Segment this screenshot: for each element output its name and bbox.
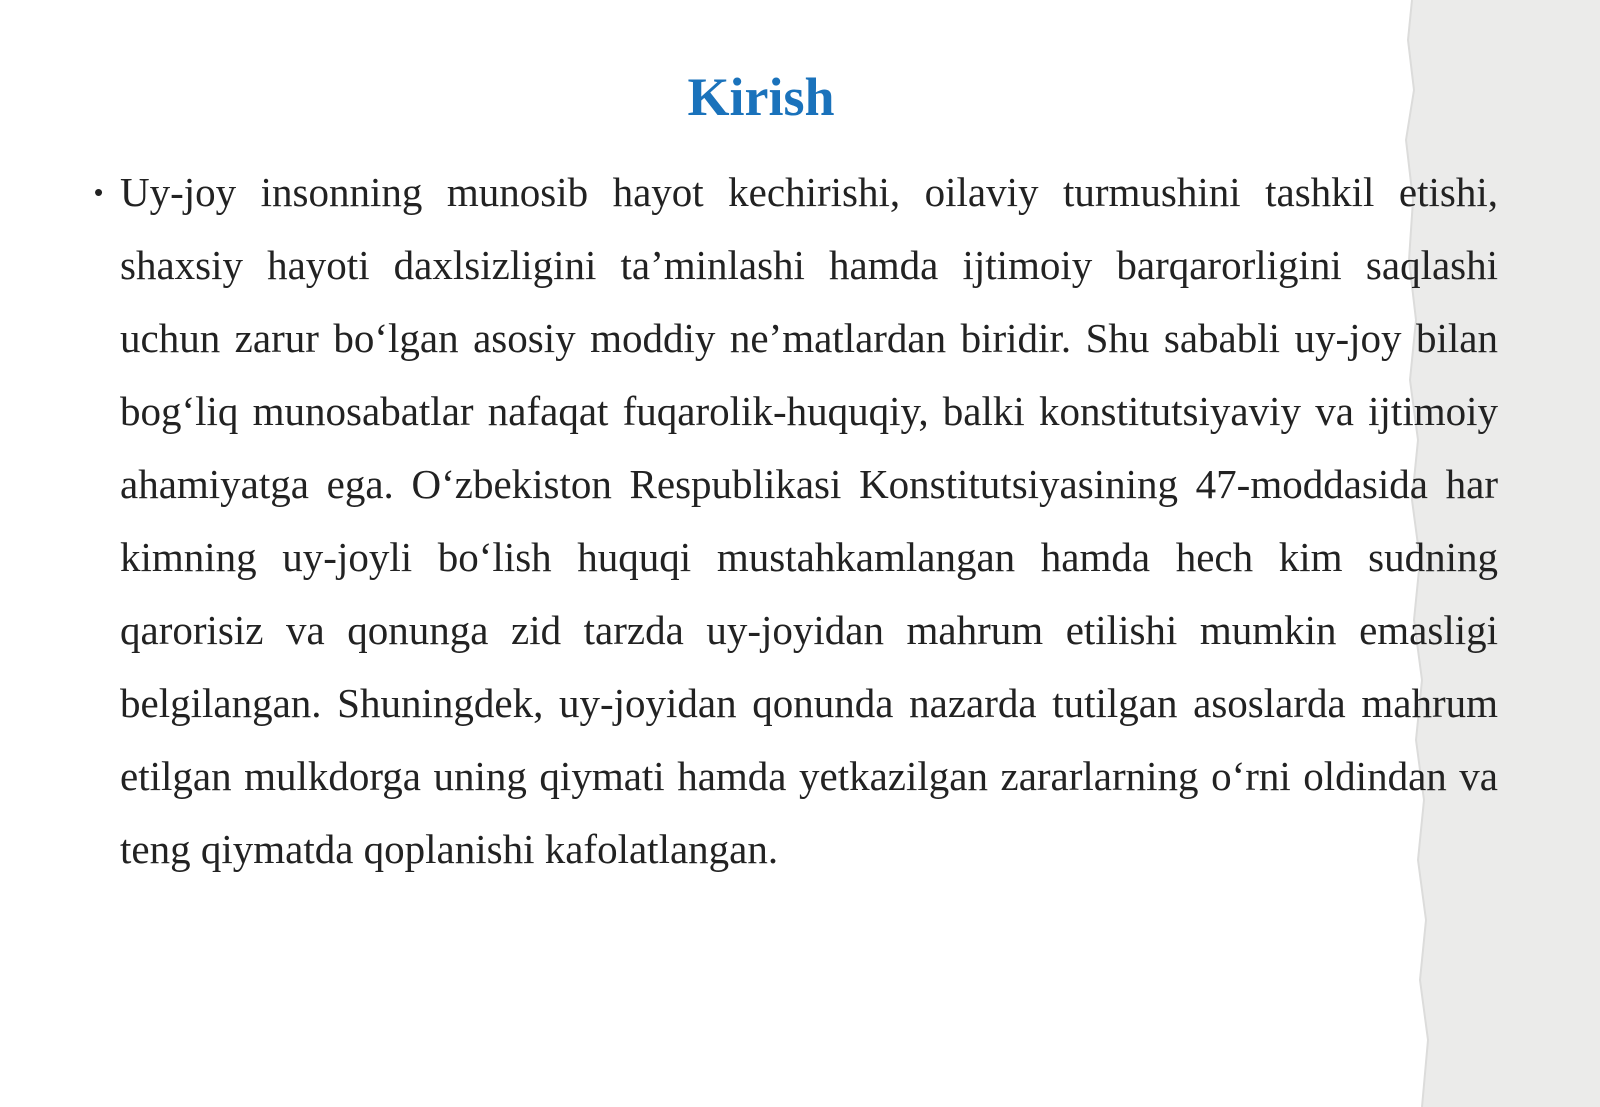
bullet-item: [90, 156, 1498, 886]
bullet-text: Uy-joy insonning munosib hayot kechirishi, oilaviy turmushini tashkil etishi, shaxsiy hayoti daxlsizligini ta’minlashi hamda ijtimoiy barqarorligini saqlashi uchun zarur bo‘lgan asosiy moddiy ne’matlardan biridir. Shu sababli uy-joy bilan bog‘liq munosabatlar nafaqat fuqarolik-huquqiy, balki konstitutsiyaviy va ijtimoiy ahamiyatga ega. O‘zbekiston Respublikasi Konstitutsiyasining 47-moddasida har kimning uy-joyli bo‘lish huquqi mustahkamlangan hamda hech kim sudning qarorisiz va qonunga zid tarzda uy-joyidan mahrum etilishi mumkin emasligi belgilangan. Shuningdek, uy-joyidan qonunda nazarda tutilgan asoslarda mahrum etilgan mulkdorga uning qiymati hamda yetkazilgan zararlarning o‘rni oldindan va teng qiymatda qoplanishi kafolatlangan.: [120, 169, 1498, 872]
slide-content: [90, 156, 1498, 886]
bullet-marker: •: [94, 177, 104, 207]
slide-title: Kirish: [687, 67, 835, 127]
